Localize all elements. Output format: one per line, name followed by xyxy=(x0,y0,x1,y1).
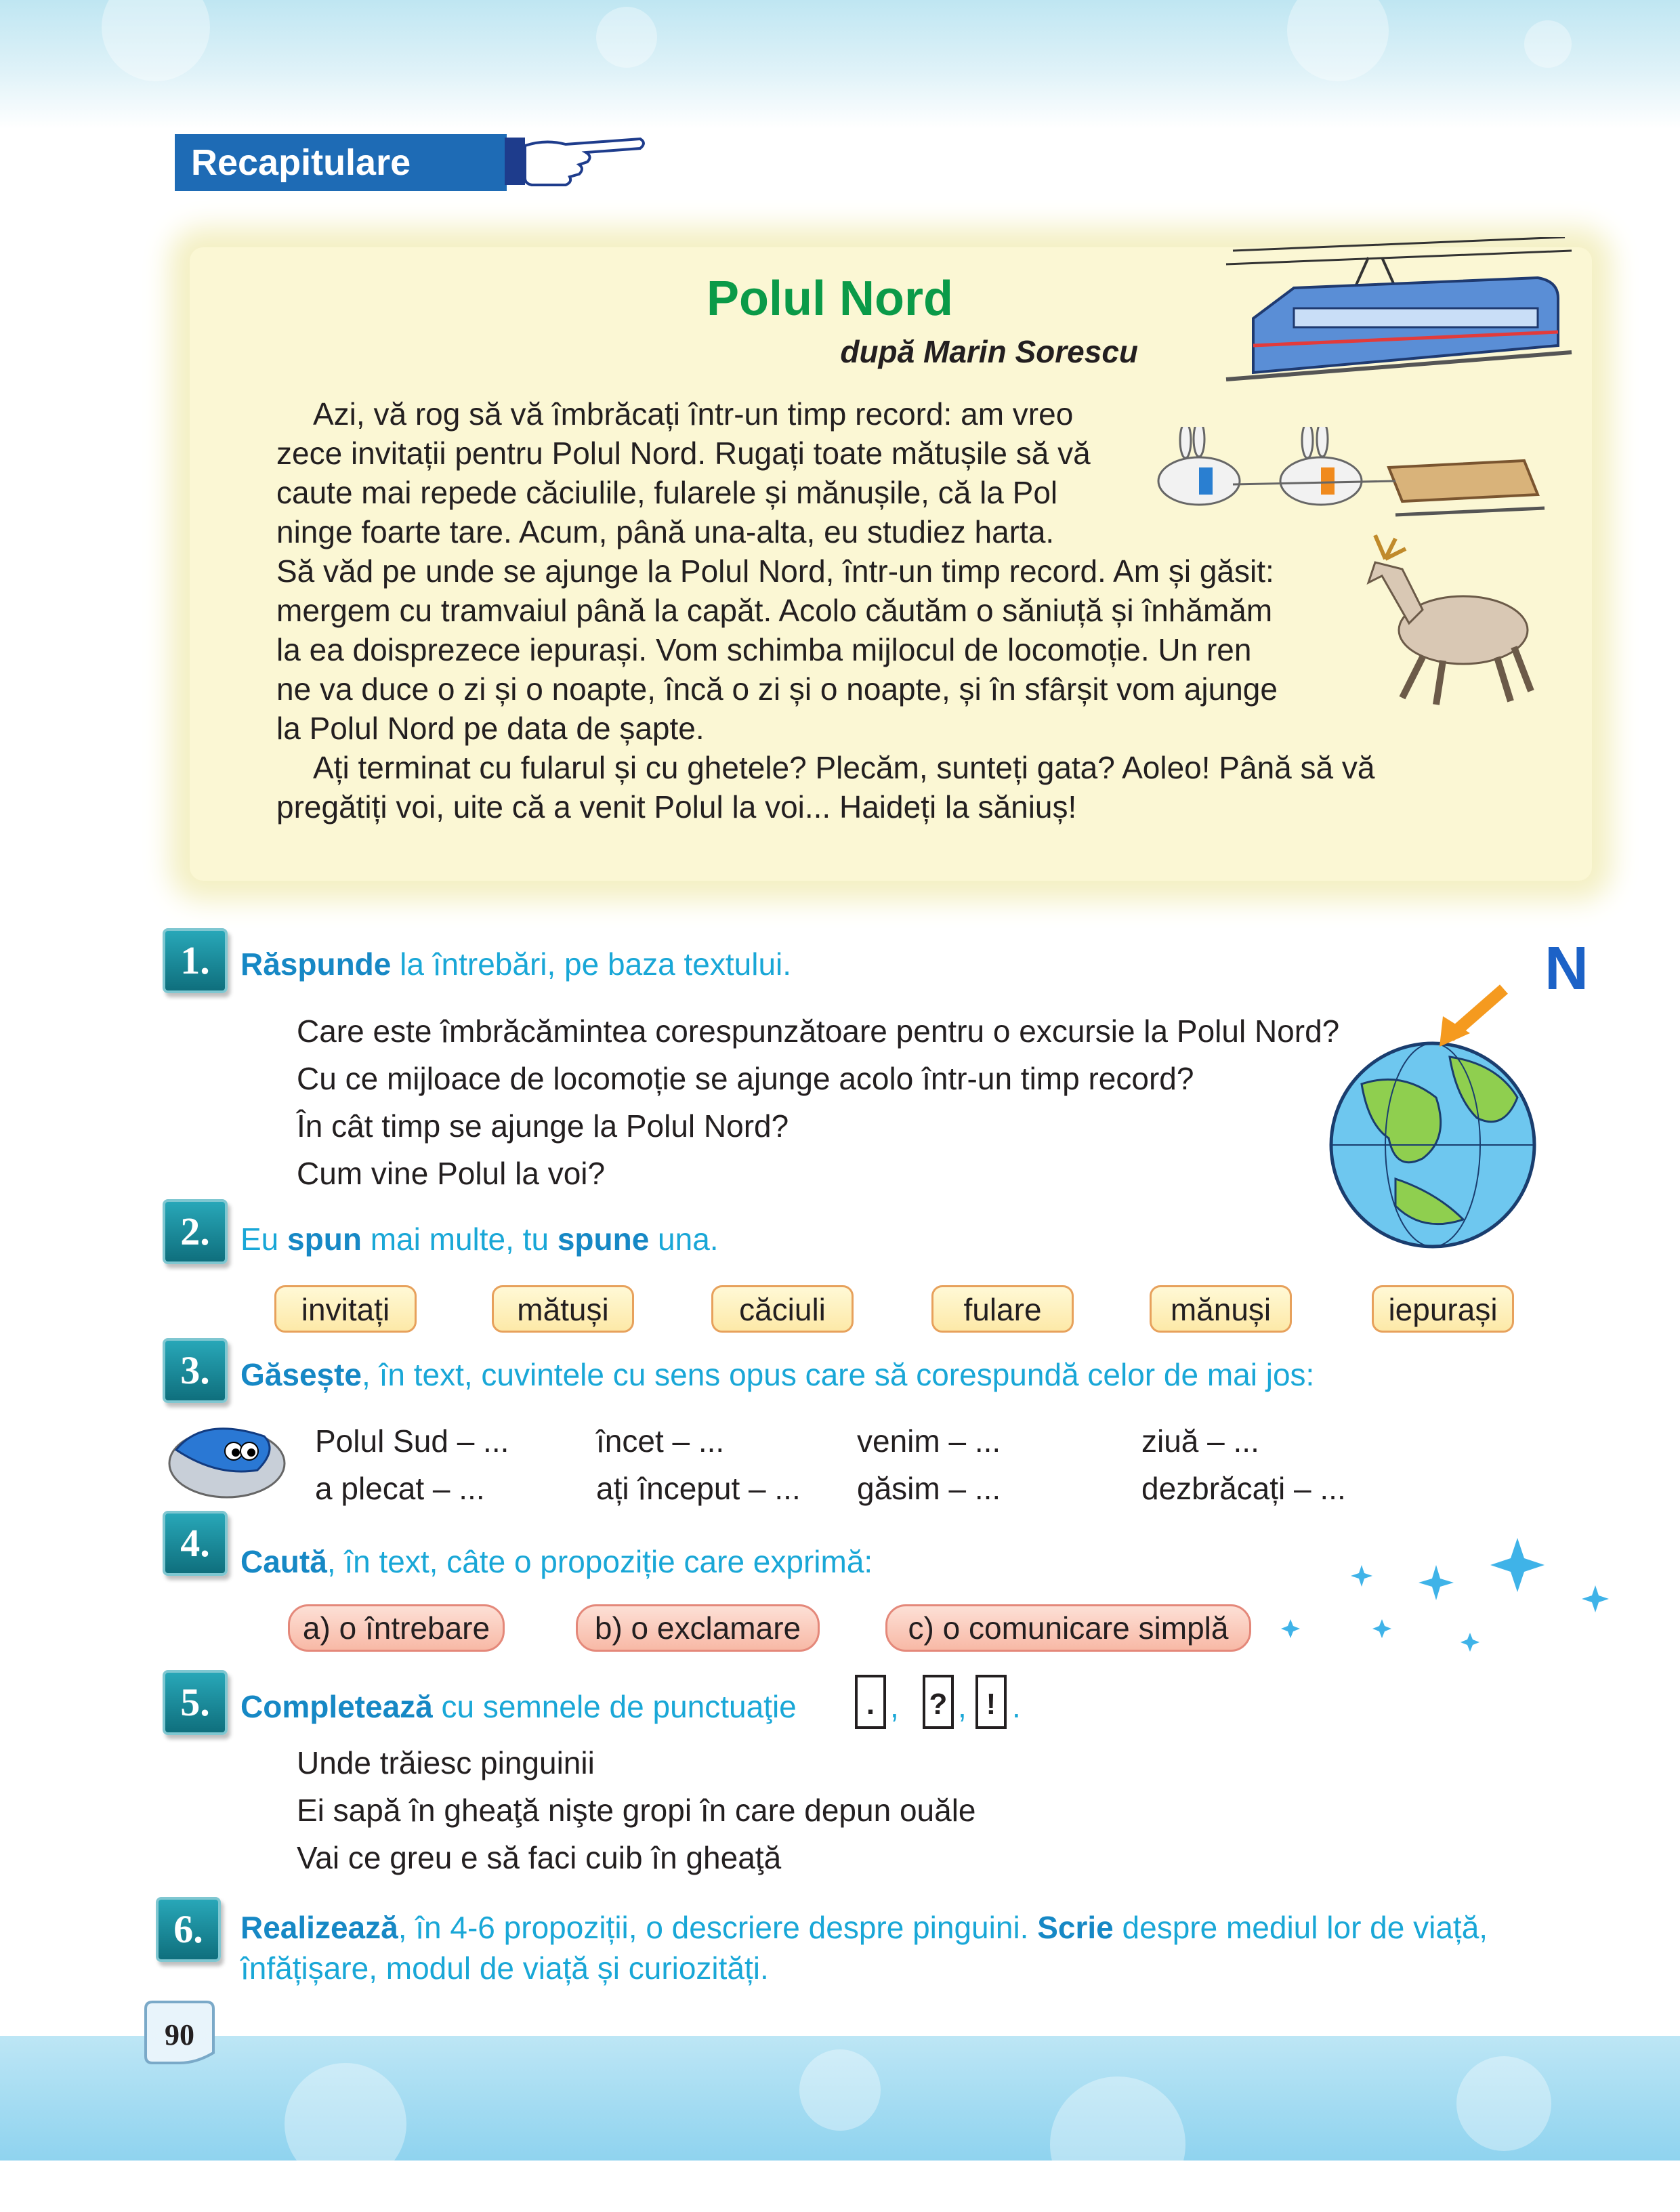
punctuation-box-exclamation: ! xyxy=(975,1675,1007,1729)
exercise-5-sentence: Vai ce greu e să faci cuib în gheaţă xyxy=(297,1840,782,1875)
exercise-1-question: Cu ce mijloace de locomoție se ajunge acolo într-un timp record? xyxy=(297,1061,1194,1096)
story-line: mergem cu tramvaiul până la capăt. Acolo căutăm o săniuță și înhămăm xyxy=(276,593,1273,628)
story-author: după Marin Sorescu xyxy=(840,334,1138,369)
word-chip: iepurași xyxy=(1372,1285,1514,1333)
punctuation-separator: , xyxy=(958,1689,967,1724)
exercise-4-instruction: Caută, în text, câte o propoziție care exprimă: xyxy=(240,1544,873,1579)
antonym-item: a plecat – ... xyxy=(315,1471,485,1506)
mouse-mascot-icon xyxy=(163,1409,291,1504)
sentence-type-chip: b) o exclamare xyxy=(576,1604,820,1652)
story-line: Azi, vă rog să vă îmbrăcați într-un timp record: am vreo xyxy=(313,396,1074,432)
punctuation-end: . xyxy=(1012,1689,1021,1724)
tram-illustration xyxy=(1213,237,1578,386)
exercise-5-number: 5. xyxy=(163,1670,228,1735)
sentence-type-chip: a) o întrebare xyxy=(288,1604,505,1652)
word-chip: mătuși xyxy=(492,1285,634,1333)
sentence-type-chip: c) o comunicare simplă xyxy=(885,1604,1251,1652)
page-number-badge xyxy=(142,1999,217,2066)
exercise-3-number: 3. xyxy=(163,1338,228,1403)
story-line: pregătiți voi, uite că a venit Polul la voi... Haideți la săniuș! xyxy=(276,789,1077,825)
exercise-1-question: În cât timp se ajunge la Polul Nord? xyxy=(297,1108,789,1144)
story-line: caute mai repede căciulile, fularele și mănușile, că la Pol xyxy=(276,475,1058,510)
punctuation-box-period: . xyxy=(855,1675,886,1729)
word-chip: fulare xyxy=(931,1285,1074,1333)
story-title: Polul Nord xyxy=(707,272,953,326)
story-line: ne va duce o zi și o noapte, încă o zi și o noapte, și în sfârșit vom ajunge xyxy=(276,671,1278,707)
antonym-item: ați început – ... xyxy=(596,1471,801,1506)
story-line: zece invitații pentru Polul Nord. Rugați toate mătușile să vă xyxy=(276,436,1091,471)
exercise-1-number: 1. xyxy=(163,928,228,993)
exercise-1-instruction: Răspunde la întrebări, pe baza textului. xyxy=(240,946,792,982)
story-line: la ea doisprezece iepurași. Vom schimba mijlocul de locomoție. Un ren xyxy=(276,632,1252,667)
pointing-hand-icon xyxy=(505,125,647,193)
exercise-2-number: 2. xyxy=(163,1199,228,1264)
rabbits-sled-illustration xyxy=(1145,427,1551,528)
punctuation-separator: , xyxy=(890,1689,899,1724)
antonym-item: găsim – ... xyxy=(857,1471,1001,1506)
story-line: Să văd pe unde se ajunge la Polul Nord, într-un timp record. Am și găsit: xyxy=(276,554,1274,589)
exercise-3-instruction: Găsește, în text, cuvintele cu sens opus care să corespundă celor de mai jos: xyxy=(240,1357,1315,1392)
exercise-6-instruction-line2: înfățișare, modul de viață și curiozități. xyxy=(240,1950,769,1986)
word-chip: mănuși xyxy=(1150,1285,1292,1333)
antonym-item: încet – ... xyxy=(596,1423,725,1459)
globe-illustration xyxy=(1287,935,1612,1260)
punctuation-box-question: ? xyxy=(923,1675,954,1729)
antonym-item: Polul Sud – ... xyxy=(315,1423,509,1459)
page-number: 90 xyxy=(165,2018,194,2051)
north-letter: N xyxy=(1545,935,1589,1003)
exercise-2-instruction: Eu spun mai multe, tu spune una. xyxy=(240,1222,719,1257)
antonym-item: dezbrăcați – ... xyxy=(1141,1471,1346,1506)
antonym-item: ziuă – ... xyxy=(1141,1423,1259,1459)
sparkle-stars-icon xyxy=(1260,1524,1626,1667)
exercise-1-question: Care este îmbrăcămintea corespunzătoare pentru o excursie la Polul Nord? xyxy=(297,1014,1340,1049)
bottom-decorative-band xyxy=(0,2036,1680,2161)
antonym-item: venim – ... xyxy=(857,1423,1001,1459)
exercise-5-sentence: Unde trăiesc pinguinii xyxy=(297,1745,595,1780)
story-line: Ați terminat cu fularul și cu ghetele? Plecăm, sunteți gata? Aoleo! Până să vă xyxy=(313,750,1375,785)
story-line: la Polul Nord pe data de șapte. xyxy=(276,711,705,746)
word-chip: căciuli xyxy=(711,1285,854,1333)
top-decorative-band xyxy=(0,0,1680,129)
exercise-4-number: 4. xyxy=(163,1511,228,1576)
story-line: ninge foarte tare. Acum, până una-alta, eu studiez harta. xyxy=(276,514,1055,549)
exercise-6-instruction: Realizează, în 4-6 propoziții, o descriere despre pinguini. Scrie despre mediul lor de viață, xyxy=(240,1910,1488,1945)
exercise-5-instruction: Completează cu semnele de punctuaţie xyxy=(240,1689,797,1724)
exercise-1-question: Cum vine Polul la voi? xyxy=(297,1156,606,1191)
section-label: Recapitulare xyxy=(175,134,507,191)
exercise-6-number: 6. xyxy=(156,1897,221,1962)
word-chip: invitați xyxy=(274,1285,417,1333)
reindeer-illustration xyxy=(1348,528,1538,711)
exercise-5-sentence: Ei sapă în gheaţă nişte gropi în care depun ouăle xyxy=(297,1793,976,1828)
